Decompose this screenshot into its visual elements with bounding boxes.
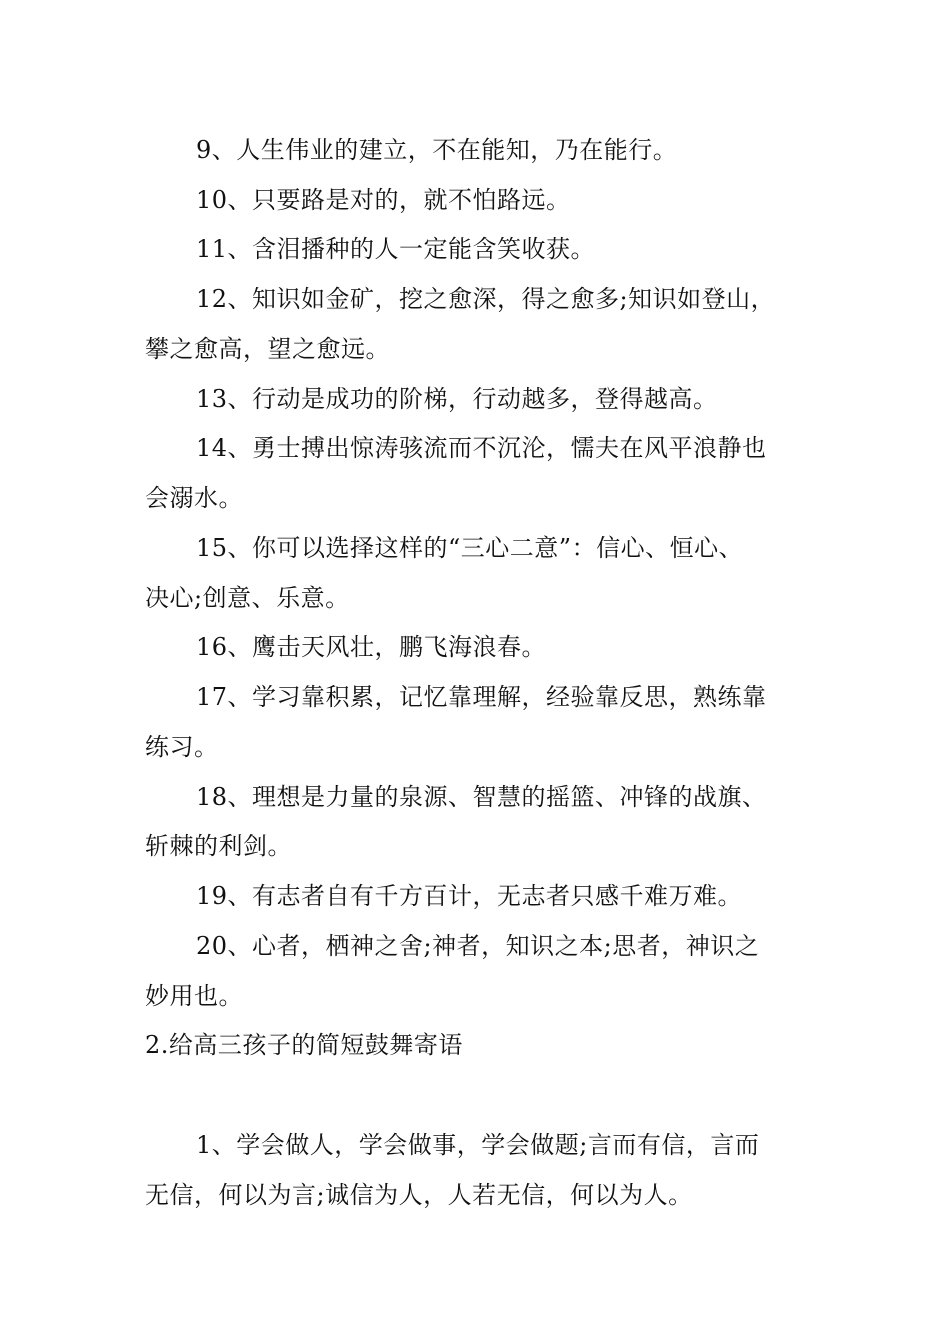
quote-18-line-1: 18、理想是力量的泉源、智慧的摇篮、冲锋的战旗、 [196, 783, 767, 811]
quote-10: 10、只要路是对的，就不怕路远。 [196, 186, 571, 214]
quote-14-line-1: 14、勇士搏出惊涛骇流而不沉沦，懦夫在风平浪静也 [196, 434, 767, 462]
quote-11: 11、含泪播种的人一定能含笑收获。 [196, 235, 596, 263]
quote-14-line-2: 会溺水。 [145, 484, 243, 512]
section2-quote-1-line-1: 1、学会做人，学会做事，学会做题;言而有信，言而 [196, 1131, 760, 1159]
section2-quote-1-line-2: 无信，何以为言;诚信为人，人若无信，何以为人。 [145, 1181, 693, 1209]
quote-12-line-1: 12、知识如金矿，挖之愈深，得之愈多;知识如登山， [196, 285, 776, 313]
quote-12-line-2: 攀之愈高，望之愈远。 [145, 335, 390, 363]
quote-13: 13、行动是成功的阶梯，行动越多，登得越高。 [196, 385, 718, 413]
quote-16: 16、鹰击天风壮，鹏飞海浪春。 [196, 633, 547, 661]
quote-17-line-2: 练习。 [145, 733, 219, 761]
quote-9: 9、人生伟业的建立，不在能知，乃在能行。 [196, 136, 678, 164]
quote-18-line-2: 斩棘的利剑。 [145, 832, 292, 860]
quote-20-line-1: 20、心者，栖神之舍;神者，知识之本;思者，神识之 [196, 932, 760, 960]
quote-19: 19、有志者自有千方百计，无志者只感千难万难。 [196, 882, 743, 910]
quote-15-line-1: 15、你可以选择这样的“三心二意”：信心、恒心、 [196, 534, 744, 562]
quote-20-line-2: 妙用也。 [145, 982, 243, 1010]
quote-15-line-2: 决心;创意、乐意。 [145, 584, 350, 612]
quote-17-line-1: 17、学习靠积累，记忆靠理解，经验靠反思，熟练靠 [196, 683, 767, 711]
section-heading: 2.给高三孩子的简短鼓舞寄语 [145, 1031, 463, 1059]
